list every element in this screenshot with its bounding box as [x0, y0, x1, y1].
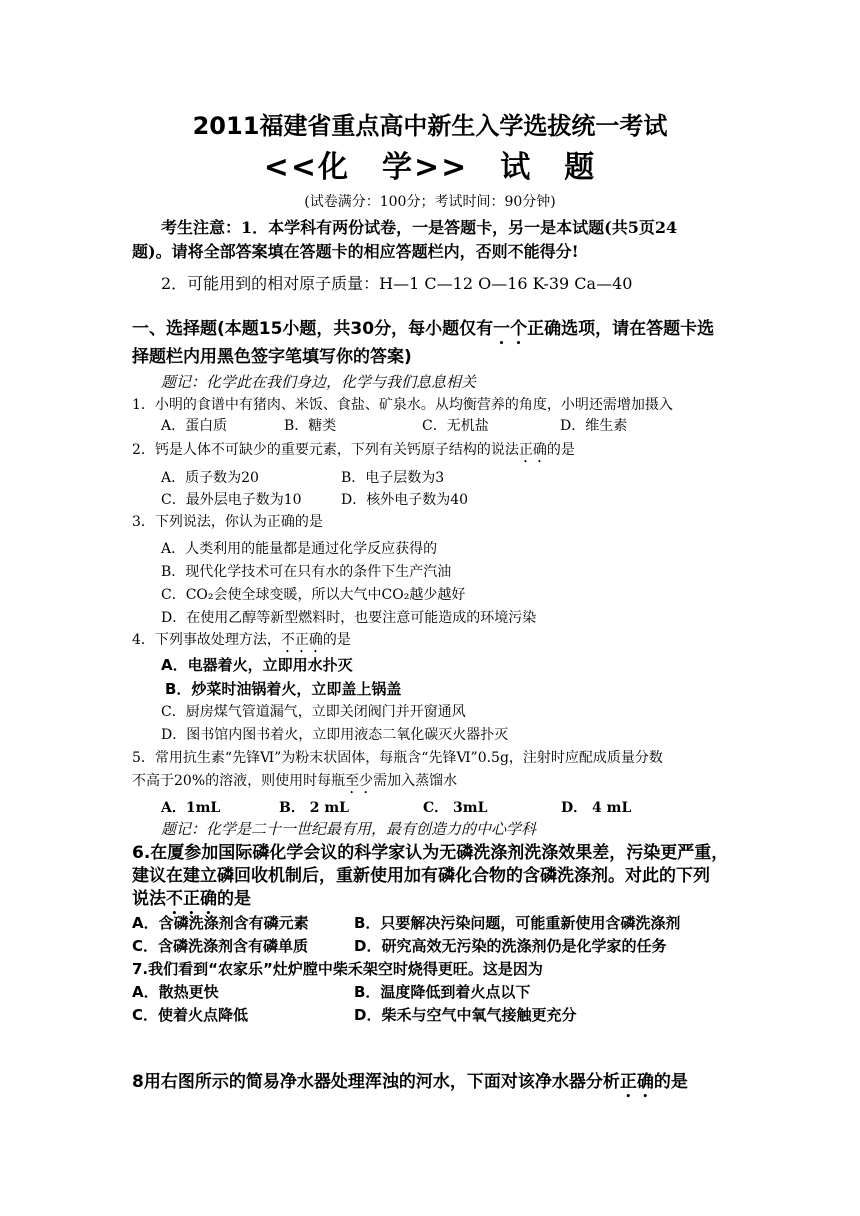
- q2-stem-part-b: 的是: [546, 442, 575, 458]
- q6-line-3-part-b: 的是: [217, 889, 251, 909]
- q5-option-d: D． 4 mL: [561, 800, 632, 816]
- q8-stem-part-a: 8用右图所示的简易净水器处理浑浊的河水，下面对该净水器分析: [132, 1072, 620, 1092]
- q2-option-b: B．电子层数为3: [341, 470, 445, 486]
- q4-stem-part-b: 的是: [322, 632, 351, 648]
- q3-option-c: C．CO₂会使全球变暖，所以大气中CO₂越少越好: [161, 587, 466, 603]
- q2-stem: [132, 442, 575, 466]
- q3-option-b: B．现代化学技术可在只有水的条件下生产汽油: [161, 564, 452, 580]
- q8-stem: [132, 1072, 688, 1102]
- notice-line-1: 考生注意：1．本学科有两份试卷，一是答题卡，另一是本试题(共5页24: [161, 218, 678, 237]
- q6-option-c: C．含磷洗涤剂含有磷单质: [132, 937, 309, 955]
- q5-option-a: A．1mL: [161, 800, 221, 816]
- motto-1: 题记：化学此在我们身边，化学与我们息息相关: [161, 373, 477, 391]
- q1-option-d: D．维生素: [560, 418, 628, 434]
- section-heading-emphasis: 一个: [493, 319, 528, 339]
- section-heading-line-2: 择题栏内用黑色签字笔填写你的答案): [132, 347, 412, 367]
- q7-stem: 7.我们看到“农家乐”灶炉膛中柴禾架空时烧得更旺。这是因为: [132, 960, 543, 978]
- exam-title: 2011福建省重点高中新生入学选拔统一考试: [192, 112, 668, 140]
- notice-line-3: 2．可能用到的相对原子质量：H—1 C—12 O—16 K-39 Ca—40: [161, 274, 633, 293]
- section-heading-part-a: 一、选择题(本题15小题，共30分，每小题仅有: [132, 319, 494, 339]
- q7-option-c: C．使着火点降低: [132, 1006, 249, 1024]
- q6-line-3-part-a: 说法: [132, 889, 166, 909]
- motto-2: 题记：化学是二十一世纪最有用，最有创造力的中心学科: [161, 820, 537, 838]
- q4-option-a: A．电器着火，立即用水扑灭: [161, 656, 353, 674]
- q5-option-b: B． 2 mL: [279, 800, 349, 816]
- q5-line-2: [132, 773, 457, 797]
- subject-title: <<化 学>> 试 题: [263, 150, 597, 185]
- q1-stem: 1．小明的食谱中有猪肉、米饭、食盐、矿泉水。从均衡营养的角度，小明还需增加摄入: [132, 397, 673, 413]
- q6-line-3-emphasis: 不正确: [166, 889, 217, 909]
- q5-line-2-emphasis: 至少: [345, 773, 374, 789]
- q2-option-c: C．最外层电子数为10: [161, 492, 302, 508]
- section-heading-part-b: 正确选项，请在答题卡选: [527, 319, 715, 339]
- q4-stem: [132, 632, 351, 656]
- q1-option-a: A．蛋白质: [161, 418, 228, 434]
- q4-option-c: C．厨房煤气管道漏气，立即关闭阀门并开窗通风: [161, 704, 466, 720]
- q4-stem-emphasis: 不正确: [280, 632, 323, 648]
- q6-line-1: 6.在厦参加国际磷化学会议的科学家认为无磷洗涤剂洗涤效果差，污染更严重，: [132, 843, 729, 863]
- q2-option-d: D．核外电子数为40: [341, 492, 469, 508]
- q7-option-d: D．柴禾与空气中氧气接触更充分: [354, 1006, 577, 1024]
- q5-option-c: C． 3mL: [423, 800, 488, 816]
- q7-option-b: B．温度降低到着火点以下: [354, 983, 531, 1001]
- q6-line-2: 建议在建立磷回收机制后，重新使用加有磷化合物的含磷洗涤剂。对此的下列: [132, 866, 710, 886]
- q2-stem-emphasis: 正确: [518, 442, 547, 458]
- section-heading: [132, 319, 714, 349]
- q8-stem-emphasis: 正确: [619, 1072, 654, 1092]
- q5-line-2-part-b: 需加入蒸馏水: [373, 773, 458, 789]
- q4-stem-part-a: 4．下列事故处理方法，: [132, 632, 281, 648]
- q3-option-d: D．在使用乙醇等新型燃料时，也要注意可能造成的环境污染: [161, 610, 537, 626]
- q1-option-c: C．无机盐: [422, 418, 489, 434]
- q6-option-a: A．含磷洗涤剂含有磷元素: [132, 914, 309, 932]
- q7-option-a: A．散热更快: [132, 983, 219, 1001]
- q3-stem: 3．下列说法，你认为正确的是: [132, 514, 323, 530]
- q4-option-b: B．炒菜时油锅着火，立即盖上锅盖: [165, 680, 402, 698]
- q2-option-a: A．质子数为20: [161, 470, 259, 486]
- exam-info: (试卷满分：100分；考试时间：90分钟): [304, 194, 556, 210]
- q4-option-d: D．图书馆内图书着火，立即用液态二氧化碳灭火器扑灭: [161, 727, 509, 743]
- q3-option-a: A．人类利用的能量都是通过化学反应获得的: [161, 541, 438, 557]
- notice-line-2: 题)。请将全部答案填在答题卡的相应答题栏内，否则不能得分!: [132, 242, 579, 261]
- q6-option-b: B．只要解决污染问题，可能重新使用含磷洗涤剂: [354, 914, 681, 932]
- q8-stem-part-b: 的是: [653, 1072, 688, 1092]
- q1-option-b: B．糖类: [284, 418, 337, 434]
- q6-option-d: D．研究高效无污染的洗涤剂仍是化学家的任务: [354, 937, 667, 955]
- q5-line-2-part-a: 不高于20%的溶液，则使用时每瓶: [132, 773, 346, 789]
- q5-line-1: 5．常用抗生素“先锋Ⅵ”为粉末状固体，每瓶含“先锋Ⅵ”0.5g，注射时应配成质量分数: [132, 750, 663, 766]
- q2-stem-part-a: 2．钙是人体不可缺少的重要元素，下列有关钙原子结构的说法: [132, 442, 519, 458]
